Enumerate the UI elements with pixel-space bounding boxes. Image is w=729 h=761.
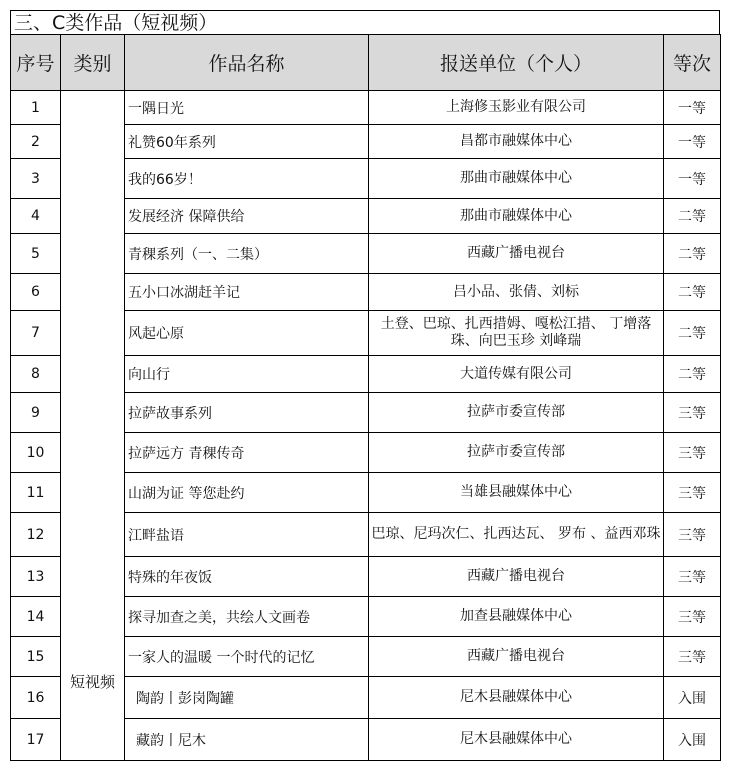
row-number: 13: [11, 557, 61, 597]
award-level: 三等: [664, 597, 721, 637]
header-category: 类别: [61, 35, 125, 91]
header-grade: 等次: [664, 35, 721, 91]
award-level: 二等: [664, 199, 721, 234]
row-number: 3: [11, 159, 61, 199]
header-work-name: 作品名称: [125, 35, 369, 91]
category-cell: 短视频: [61, 91, 125, 761]
work-name: 陶韵丨彭岗陶罐: [125, 677, 369, 719]
row-number: 10: [11, 433, 61, 473]
row-number: 11: [11, 473, 61, 513]
header-seq: 序号: [11, 35, 61, 91]
awards-sheet: [10, 10, 720, 761]
row-number: 5: [11, 234, 61, 274]
award-level: 一等: [664, 91, 721, 125]
submitter: 上海修玉影业有限公司: [369, 91, 664, 125]
work-name: 探寻加查之美，共绘人文画卷: [125, 597, 369, 637]
work-name: 拉萨远方 青稞传奇: [125, 433, 369, 473]
award-level: 入围: [664, 719, 721, 761]
award-level: 三等: [664, 433, 721, 473]
award-level: 三等: [664, 557, 721, 597]
awards-table: [10, 34, 721, 761]
work-name: 一隅日光: [125, 91, 369, 125]
work-name: 风起心原: [125, 311, 369, 356]
work-name: 五小口冰湖赶羊记: [125, 274, 369, 311]
submitter: 西藏广播电视台: [369, 637, 664, 677]
submitter: 拉萨市委宣传部: [369, 433, 664, 473]
submitter: 尼木县融媒体中心: [369, 719, 664, 761]
submitter: 土登、巴琼、扎西措姆、嘎松江措、 丁增落珠、向巴玉珍 刘峰瑞: [369, 311, 664, 356]
work-name: 拉萨故事系列: [125, 393, 369, 433]
submitter: 拉萨市委宣传部: [369, 393, 664, 433]
submitter: 那曲市融媒体中心: [369, 199, 664, 234]
work-name: 山湖为证 等您赴约: [125, 473, 369, 513]
work-name: 一家人的温暖 一个时代的记忆: [125, 637, 369, 677]
work-name: 我的66岁！: [125, 159, 369, 199]
award-level: 二等: [664, 311, 721, 356]
award-level: 一等: [664, 125, 721, 159]
table-row: [11, 91, 721, 125]
work-name: 藏韵丨尼木: [125, 719, 369, 761]
award-level: 二等: [664, 274, 721, 311]
submitter: 西藏广播电视台: [369, 234, 664, 274]
award-level: 一等: [664, 159, 721, 199]
award-level: 入围: [664, 677, 721, 719]
row-number: 9: [11, 393, 61, 433]
award-level: 三等: [664, 637, 721, 677]
submitter: 大道传媒有限公司: [369, 356, 664, 393]
submitter: 当雄县融媒体中心: [369, 473, 664, 513]
award-level: 二等: [664, 234, 721, 274]
row-number: 7: [11, 311, 61, 356]
header-submitter: 报送单位（个人）: [369, 35, 664, 91]
row-number: 15: [11, 637, 61, 677]
award-level: 三等: [664, 473, 721, 513]
row-number: 16: [11, 677, 61, 719]
row-number: 12: [11, 513, 61, 557]
row-number: 8: [11, 356, 61, 393]
work-name: 青稞系列（一、二集）: [125, 234, 369, 274]
work-name: 特殊的年夜饭: [125, 557, 369, 597]
work-name: 向山行: [125, 356, 369, 393]
work-name: 礼赞60年系列: [125, 125, 369, 159]
work-name: 发展经济 保障供给: [125, 199, 369, 234]
award-level: 二等: [664, 356, 721, 393]
row-number: 2: [11, 125, 61, 159]
submitter: 昌都市融媒体中心: [369, 125, 664, 159]
submitter: 那曲市融媒体中心: [369, 159, 664, 199]
section-title: 三、C类作品（短视频）: [10, 10, 720, 34]
row-number: 4: [11, 199, 61, 234]
submitter: 巴琼、尼玛次仁、扎西达瓦、 罗布 、益西邓珠: [369, 513, 664, 557]
submitter: 吕小品、张倩、刘标: [369, 274, 664, 311]
header-row: [11, 35, 721, 91]
row-number: 6: [11, 274, 61, 311]
submitter: 尼木县融媒体中心: [369, 677, 664, 719]
work-name: 江畔盐语: [125, 513, 369, 557]
award-level: 三等: [664, 513, 721, 557]
row-number: 14: [11, 597, 61, 637]
row-number: 17: [11, 719, 61, 761]
submitter: 加查县融媒体中心: [369, 597, 664, 637]
row-number: 1: [11, 91, 61, 125]
submitter: 西藏广播电视台: [369, 557, 664, 597]
award-level: 三等: [664, 393, 721, 433]
